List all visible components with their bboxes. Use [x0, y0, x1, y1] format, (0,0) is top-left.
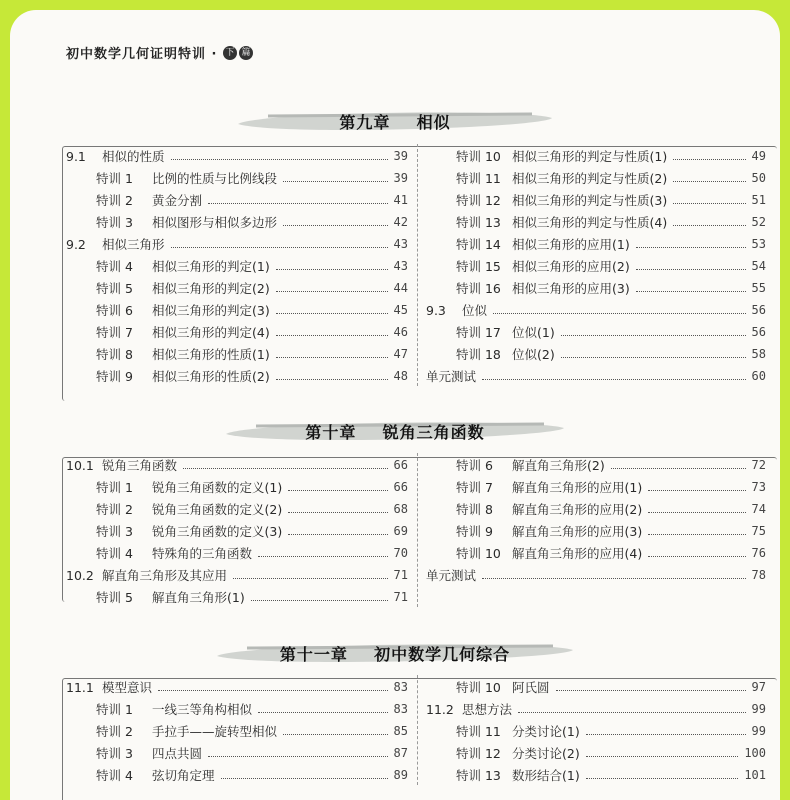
- toc-entry-label: 9.2: [66, 236, 86, 252]
- chapter-banner: [10, 102, 780, 142]
- toc-entry-label: 特训 9: [456, 524, 493, 539]
- dot-leader: [673, 225, 745, 226]
- toc-entry-label: 9.1: [66, 148, 86, 164]
- dot-leader: [276, 335, 388, 336]
- toc-entry-page: 75: [751, 524, 766, 538]
- toc-entry-label: 特训 6: [456, 458, 493, 473]
- toc-entry[interactable]: [426, 190, 766, 210]
- toc-entry-page: 43: [393, 259, 408, 273]
- toc-entry-label: 11.1: [66, 679, 94, 695]
- dot-leader: [493, 313, 746, 314]
- toc-entry-label: 特训 16: [456, 281, 501, 296]
- toc-entry-title: 相似三角形的性质(2): [152, 369, 270, 384]
- toc-entry-label: 特训 3: [96, 215, 133, 230]
- toc-entry-title: 相似三角形的判定(4): [152, 325, 270, 340]
- dot-leader: [556, 690, 746, 691]
- dot-leader: [283, 734, 388, 735]
- toc-entry-page: 52: [751, 215, 766, 229]
- toc-entry-label: 特训 10: [456, 680, 501, 695]
- dot-leader: [636, 291, 746, 292]
- toc-entry-page: 99: [751, 702, 766, 716]
- toc-entry-title: 解直角三角形(2): [512, 458, 605, 473]
- toc-entry-label: 特训 1: [96, 702, 133, 717]
- toc-entry[interactable]: [66, 765, 408, 785]
- toc-entry-label: 特训 13: [456, 768, 501, 783]
- toc-entry-page: 66: [393, 480, 408, 494]
- toc-entry-label: 特训 15: [456, 259, 501, 274]
- toc-entry[interactable]: [66, 322, 408, 342]
- toc-entry-page: 69: [393, 524, 408, 538]
- dot-leader: [561, 357, 746, 358]
- toc-entry-page: 97: [751, 680, 766, 694]
- column-divider: [417, 675, 418, 785]
- dot-leader: [636, 269, 746, 270]
- toc-entry-page: 71: [393, 568, 408, 582]
- dot-leader: [288, 534, 387, 535]
- toc-entry-label: 特训 9: [96, 369, 133, 384]
- toc-entry-page: 53: [751, 237, 766, 251]
- toc-entry-title: 锐角三角函数的定义(1): [152, 480, 283, 495]
- toc-entry-page: 60: [751, 369, 766, 383]
- toc-entry-title: 数形结合(1): [512, 768, 580, 783]
- toc-entry-label: 特训 4: [96, 546, 133, 561]
- toc-entry-title: 相似三角形的性质(1): [152, 347, 270, 362]
- toc-entry-title: 解直角三角形的应用(4): [512, 546, 643, 561]
- dot-leader: [283, 181, 388, 182]
- toc-entry[interactable]: [66, 677, 408, 697]
- toc-entry-page: 43: [393, 237, 408, 251]
- toc-entry-label: 特训 10: [456, 546, 501, 561]
- dot-leader: [276, 269, 388, 270]
- toc-entry[interactable]: [426, 146, 766, 166]
- toc-entry-page: 50: [751, 171, 766, 185]
- dot-leader: [636, 247, 746, 248]
- dot-leader: [482, 379, 746, 380]
- dot-leader: [183, 468, 388, 469]
- dot-leader: [586, 778, 739, 779]
- toc-entry-page: 74: [751, 502, 766, 516]
- toc-entry[interactable]: [426, 455, 766, 475]
- toc-entry-page: 51: [751, 193, 766, 207]
- toc-entry[interactable]: [426, 322, 766, 342]
- toc-entry-label: 特训 5: [96, 590, 133, 605]
- toc-entry-label: 特训 2: [96, 724, 133, 739]
- toc-entry-title: 相似三角形的判定与性质(2): [512, 171, 668, 186]
- dot-leader: [221, 778, 388, 779]
- dot-leader: [288, 490, 387, 491]
- toc-entry[interactable]: [426, 677, 766, 697]
- toc-entry-page: 85: [393, 724, 408, 738]
- toc-entry-label: 特训 4: [96, 768, 133, 783]
- toc-entry-page: 83: [393, 702, 408, 716]
- toc-entry-label: 特训 5: [96, 281, 133, 296]
- toc-entry-page: 49: [751, 149, 766, 163]
- toc-entry-page: 83: [393, 680, 408, 694]
- toc-entry-label: 特训 11: [456, 171, 501, 186]
- toc-entry-title: 解直角三角形的应用(1): [512, 480, 643, 495]
- toc-entry-page: 39: [393, 171, 408, 185]
- toc-entry[interactable]: [426, 234, 766, 254]
- toc-entry[interactable]: [66, 300, 408, 320]
- toc-entry-title: 模型意识: [102, 680, 153, 695]
- dot-leader: [276, 291, 388, 292]
- toc-entry-label: 特训 10: [456, 149, 501, 164]
- toc-entry-title: 相似三角形的判定与性质(4): [512, 215, 668, 230]
- toc-entry[interactable]: [66, 190, 408, 210]
- toc-entry-title: 分类讨论(2): [512, 746, 580, 761]
- toc-entry-title: 相似三角形: [102, 237, 165, 252]
- toc-entry-label: 特训 6: [96, 303, 133, 318]
- chapter-banner: [10, 412, 780, 452]
- toc-entry-title: 手拉手——旋转型相似: [152, 724, 278, 739]
- toc-entry-page: 70: [393, 546, 408, 560]
- dot-leader: [648, 534, 745, 535]
- toc-entry-page: 87: [393, 746, 408, 760]
- toc-entry-label: 特训 12: [456, 746, 501, 761]
- toc-entry-title: 相似三角形的应用(3): [512, 281, 630, 296]
- toc-entry-page: 55: [751, 281, 766, 295]
- toc-entry[interactable]: [66, 256, 408, 276]
- toc-entry-label: 特训 8: [96, 347, 133, 362]
- dot-leader: [251, 600, 388, 601]
- dot-leader: [648, 490, 745, 491]
- toc-entry-page: 39: [393, 149, 408, 163]
- toc-entry[interactable]: [426, 499, 766, 519]
- toc-entry-page: 54: [751, 259, 766, 273]
- toc-entry-label: 特训 8: [456, 502, 493, 517]
- toc-entry[interactable]: [66, 278, 408, 298]
- toc-entry-title: 相似三角形的应用(1): [512, 237, 630, 252]
- dot-leader: [648, 556, 745, 557]
- dot-leader: [283, 225, 388, 226]
- toc-entry-title: 阿氏圆: [512, 680, 550, 695]
- toc-entry-title: 相似三角形的判定与性质(1): [512, 149, 668, 164]
- dot-leader: [158, 690, 388, 691]
- toc-entry-page: 44: [393, 281, 408, 295]
- toc-entry-title: 解直角三角形及其应用: [102, 568, 228, 583]
- toc-entry-title: 单元测试: [426, 568, 477, 583]
- toc-entry-label: 特训 4: [96, 259, 133, 274]
- toc-entry-title: 分类讨论(1): [512, 724, 580, 739]
- toc-entry-label: 特训 17: [456, 325, 501, 340]
- toc-entry-page: 68: [393, 502, 408, 516]
- toc-entry[interactable]: [66, 543, 408, 563]
- toc-entry[interactable]: [426, 366, 766, 386]
- toc-entry[interactable]: [66, 721, 408, 741]
- toc-entry[interactable]: [66, 565, 408, 585]
- toc-entry-label: 特训 2: [96, 502, 133, 517]
- toc-entry-label: 特训 3: [96, 746, 133, 761]
- book-header: [66, 43, 255, 62]
- toc-entry[interactable]: [426, 344, 766, 364]
- dot-leader: [208, 756, 388, 757]
- toc-entry[interactable]: [426, 699, 766, 719]
- dot-leader: [171, 247, 388, 248]
- toc-entry-label: 特训 3: [96, 524, 133, 539]
- dot-leader: [233, 578, 388, 579]
- toc-entry-title: 单元测试: [426, 369, 477, 384]
- toc-entry-title: 位似: [462, 303, 488, 318]
- toc-entry-title: 位似(1): [512, 325, 555, 340]
- toc-entry[interactable]: [66, 477, 408, 497]
- toc-entry-label: 特训 7: [456, 480, 493, 495]
- toc-entry-label: 10.1: [66, 457, 94, 473]
- toc-entry-title: 锐角三角函数: [102, 458, 178, 473]
- toc-entry-page: 56: [751, 325, 766, 339]
- toc-entry[interactable]: [426, 743, 766, 763]
- dot-leader: [276, 379, 388, 380]
- toc-entry[interactable]: [66, 168, 408, 188]
- toc-entry[interactable]: [426, 721, 766, 741]
- toc-entry-label: 特训 1: [96, 171, 133, 186]
- dot-leader: [276, 313, 388, 314]
- toc-entry-page: 76: [751, 546, 766, 560]
- chapter-title: 第十一章 初中数学几何综合: [279, 645, 511, 664]
- toc-entry-page: 48: [393, 369, 408, 383]
- toc-entry-title: 位似(2): [512, 347, 555, 362]
- toc-entry-page: 56: [751, 303, 766, 317]
- toc-entry-label: 特训 7: [96, 325, 133, 340]
- column-divider: [417, 453, 418, 607]
- toc-entry-title: 特殊角的三角函数: [152, 546, 253, 561]
- toc-entry-title: 解直角三角形的应用(3): [512, 524, 643, 539]
- dot-leader: [258, 556, 388, 557]
- toc-entry-title: 相似的性质: [102, 149, 165, 164]
- toc-entry-label: 10.2: [66, 567, 94, 583]
- toc-entry-title: 锐角三角函数的定义(3): [152, 524, 283, 539]
- toc-entry-label: 特训 14: [456, 237, 501, 252]
- chapter-banner: [10, 634, 780, 674]
- toc-entry-label: 特训 18: [456, 347, 501, 362]
- toc-entry[interactable]: [66, 455, 408, 475]
- toc-entry-label: 特训 12: [456, 193, 501, 208]
- dot-leader: [208, 203, 388, 204]
- toc-entry-page: 71: [393, 590, 408, 604]
- toc-entry[interactable]: [426, 168, 766, 188]
- toc-entry-page: 72: [751, 458, 766, 472]
- toc-entry[interactable]: [66, 212, 408, 232]
- toc-entry-page: 41: [393, 193, 408, 207]
- toc-entry-title: 锐角三角函数的定义(2): [152, 502, 283, 517]
- dot-leader: [673, 203, 745, 204]
- dot-leader: [288, 512, 387, 513]
- toc-entry-page: 78: [751, 568, 766, 582]
- toc-entry-label: 9.3: [426, 302, 446, 318]
- chapter-title: 第十章 锐角三角函数: [305, 423, 485, 442]
- toc-entry[interactable]: [66, 234, 408, 254]
- toc-entry[interactable]: [426, 477, 766, 497]
- toc-entry-title: 解直角三角形(1): [152, 590, 245, 605]
- toc-entry-label: 特训 13: [456, 215, 501, 230]
- book-title: 初中数学几何证明特训 ·: [66, 47, 218, 62]
- toc-entry[interactable]: [66, 499, 408, 519]
- toc-entry[interactable]: [426, 212, 766, 232]
- toc-entry[interactable]: [426, 300, 766, 320]
- toc-entry-page: 58: [751, 347, 766, 361]
- toc-entry[interactable]: [66, 146, 408, 166]
- toc-entry-title: 相似三角形的判定与性质(3): [512, 193, 668, 208]
- toc-entry-page: 73: [751, 480, 766, 494]
- dot-leader: [648, 512, 745, 513]
- toc-entry[interactable]: [426, 521, 766, 541]
- toc-entry-page: 47: [393, 347, 408, 361]
- toc-entry[interactable]: [66, 366, 408, 386]
- column-divider: [417, 144, 418, 386]
- toc-entry-title: 思想方法: [462, 702, 513, 717]
- dot-leader: [258, 712, 388, 713]
- toc-entry-title: 相似图形与相似多边形: [152, 215, 278, 230]
- toc-entry[interactable]: [66, 587, 408, 607]
- toc-entry-page: 99: [751, 724, 766, 738]
- toc-entry-label: 特训 2: [96, 193, 133, 208]
- toc-entry[interactable]: [66, 344, 408, 364]
- dot-leader: [673, 181, 745, 182]
- dot-leader: [276, 357, 388, 358]
- toc-entry-title: 解直角三角形的应用(2): [512, 502, 643, 517]
- toc-entry-title: 弦切角定理: [152, 768, 215, 783]
- volume-badge: 下 篇: [225, 47, 252, 58]
- toc-entry-page: 42: [393, 215, 408, 229]
- toc-entry[interactable]: [426, 565, 766, 585]
- toc-entry-label: 特训 1: [96, 480, 133, 495]
- toc-entry-label: 特训 11: [456, 724, 501, 739]
- toc-entry[interactable]: [66, 699, 408, 719]
- toc-entry[interactable]: [426, 543, 766, 563]
- toc-entry-page: 89: [393, 768, 408, 782]
- dot-leader: [586, 734, 746, 735]
- toc-page: [10, 10, 780, 800]
- toc-entry[interactable]: [426, 256, 766, 276]
- toc-entry-label: 11.2: [426, 701, 454, 717]
- dot-leader: [518, 712, 746, 713]
- dot-leader: [171, 159, 388, 160]
- toc-entry-title: 相似三角形的判定(1): [152, 259, 270, 274]
- dot-leader: [611, 468, 746, 469]
- toc-entry-page: 100: [744, 746, 766, 760]
- dot-leader: [586, 756, 739, 757]
- toc-entry[interactable]: [426, 765, 766, 785]
- toc-entry-page: 66: [393, 458, 408, 472]
- toc-entry[interactable]: [426, 278, 766, 298]
- dot-leader: [561, 335, 746, 336]
- dot-leader: [482, 578, 746, 579]
- toc-entry-page: 46: [393, 325, 408, 339]
- toc-entry-page: 101: [744, 768, 766, 782]
- toc-entry-title: 黄金分割: [152, 193, 203, 208]
- chapter-title: 第九章 相似: [339, 113, 451, 132]
- toc-entry[interactable]: [66, 743, 408, 763]
- toc-entry-title: 相似三角形的应用(2): [512, 259, 630, 274]
- toc-entry-title: 相似三角形的判定(3): [152, 303, 270, 318]
- dot-leader: [673, 159, 745, 160]
- toc-entry-page: 45: [393, 303, 408, 317]
- toc-entry-title: 一线三等角构相似: [152, 702, 253, 717]
- toc-entry-title: 比例的性质与比例线段: [152, 171, 278, 186]
- toc-entry[interactable]: [66, 521, 408, 541]
- toc-entry-title: 四点共圆: [152, 746, 203, 761]
- toc-entry-title: 相似三角形的判定(2): [152, 281, 270, 296]
